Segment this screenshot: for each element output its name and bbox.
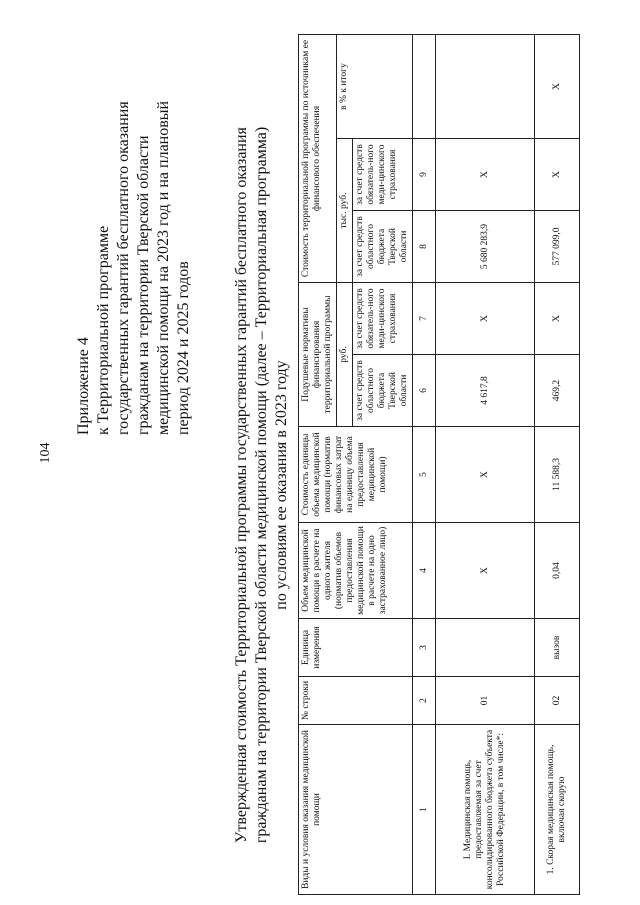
row-no: 02 (535, 677, 580, 725)
row-volume: X (436, 523, 535, 619)
appendix-line: государственных гарантий бесплатного оказания (115, 101, 132, 435)
header-unit-rub: руб. (337, 283, 353, 427)
col-number: 5 (413, 427, 436, 523)
header-cost-oms: за счет средств обязатель-ного меди-цинского страхования (353, 139, 413, 211)
col-number: 4 (413, 523, 436, 619)
title-line: Утвержденная стоимость Территориальной программы государственных гарантий бесплатного оказания (233, 127, 250, 843)
row-norm-budget: 469,2 (535, 355, 580, 427)
row-unit: вызов (535, 619, 580, 677)
header-pct: в % к итогу (337, 35, 413, 139)
row-cost-budget: 5 680 283,9 (436, 211, 535, 283)
appendix-line: гражданам на территории Тверской области (135, 135, 152, 435)
document-title (232, 105, 292, 865)
page-number: 104 (38, 442, 53, 464)
col-number: 9 (413, 139, 436, 211)
row-name: 1. Скорая медицинская помощь, включая скорую (535, 725, 580, 895)
row-cost-oms: X (535, 139, 580, 211)
program-cost-table (298, 34, 580, 895)
row-pct: X (535, 35, 580, 139)
header-program-cost: Стоимость территориальной программы по источникам ее финансового обеспечения (299, 35, 337, 283)
col-number: 8 (413, 211, 436, 283)
row-norm-oms: X (436, 283, 535, 355)
row-cost-oms: X (436, 139, 535, 211)
header-unit: Единица измерения (299, 619, 413, 677)
table-row (535, 35, 580, 895)
row-unit (436, 619, 535, 677)
row-volume: 0,04 (535, 523, 580, 619)
header-cost-budget: за счет средств областного бюджета Тверской области (353, 211, 413, 283)
col-number: 2 (413, 677, 436, 725)
col-number: 6 (413, 355, 436, 427)
header-kind: Виды и условия оказания медицинской помощи (299, 725, 413, 895)
header-unit-cost: Стоимость единицы объема медицинской помощи (норматив финансовых затрат на единицу объема предоставления медицинской помощи) (299, 427, 413, 523)
row-unit-cost: 11 588,3 (535, 427, 580, 523)
table-row (436, 35, 535, 895)
appendix-line: медицинской помощи на 2023 год и на плановый (155, 100, 172, 435)
row-no: 01 (436, 677, 535, 725)
column-number-row (413, 35, 436, 895)
title-line: гражданам на территории Тверской области медицинской помощи (далее – Территориальная программа) (253, 126, 270, 844)
header-norm-oms: за счет средств обязатель-ного меди-цинского страхования (353, 283, 413, 355)
row-norm-budget: 4 617,8 (436, 355, 535, 427)
row-unit-cost: X (436, 427, 535, 523)
col-number: 7 (413, 283, 436, 355)
row-cost-budget: 577 099,0 (535, 211, 580, 283)
row-norm-oms: X (535, 283, 580, 355)
header-row-no: № строки (299, 677, 413, 725)
header-norm-budget: за счет средств областного бюджета Тверской области (353, 355, 413, 427)
col-number-empty (413, 35, 436, 139)
appendix-header (74, 15, 194, 435)
appendix-line: Приложение 4 (75, 337, 92, 435)
appendix-line: период 2024 и 2025 годов (175, 261, 192, 435)
header-unit-thous: тыс. руб. (337, 139, 353, 283)
appendix-line: к Территориальной программе (95, 225, 112, 435)
row-pct (436, 35, 535, 139)
title-line: по условиям ее оказания в 2023 году (273, 360, 290, 610)
header-norms: Подушевые нормативы финансирования территориальной программы (299, 283, 337, 427)
col-number: 3 (413, 619, 436, 677)
header-volume: Объем медицинской помощи в расчете на одного жителя (норматив объемов предоставления медицинской помощи в расчете на одно застрахованное лицо) (299, 523, 413, 619)
row-name: I. Медицинская помощь, предоставляемая за счет консолидированного бюджета субъекта Российской Федерации, в том числе*: (436, 725, 535, 895)
col-number: 1 (413, 725, 436, 895)
